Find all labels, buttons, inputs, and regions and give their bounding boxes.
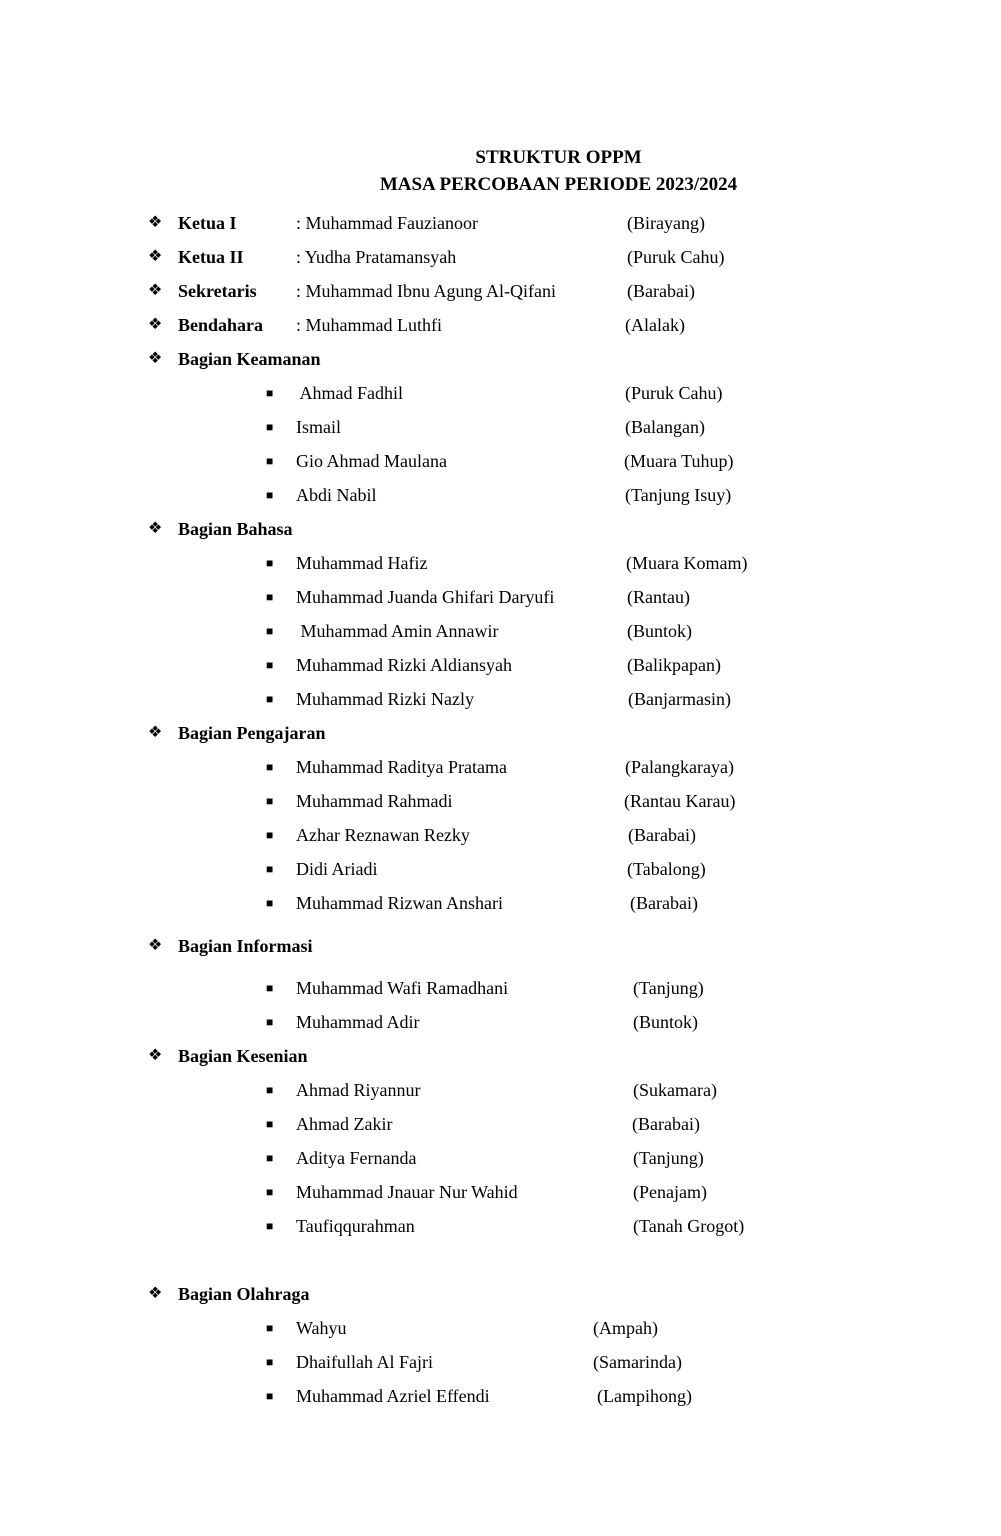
officer-name: : Yudha Pratamansyah: [296, 247, 457, 267]
member-origin: (Samarinda): [593, 1352, 682, 1372]
square-bullet-icon: ■: [266, 1117, 274, 1131]
member-origin: (Muara Komam): [626, 553, 748, 573]
diamond-bullet-icon: ❖: [148, 214, 163, 231]
square-bullet-icon: ■: [266, 896, 274, 910]
member-origin: (Muara Tuhup): [624, 451, 734, 471]
square-bullet-icon: ■: [266, 1219, 274, 1233]
member-origin: (Balangan): [625, 417, 705, 437]
diamond-bullet-icon: ❖: [148, 937, 163, 954]
member-origin: (Tanah Grogot): [633, 1216, 745, 1236]
member-name: Azhar Reznawan Rezky: [296, 825, 470, 845]
member-origin: (Lampihong): [597, 1386, 692, 1406]
section-title: Bagian Keamanan: [178, 349, 321, 369]
member-name: Wahyu: [296, 1318, 347, 1338]
member-name: Muhammad Rizki Nazly: [296, 689, 474, 709]
officer-label: Ketua I: [178, 213, 237, 233]
diamond-bullet-icon: ❖: [148, 520, 163, 537]
member-name: Muhammad Raditya Pratama: [296, 757, 507, 777]
diamond-bullet-icon: ❖: [148, 316, 163, 333]
square-bullet-icon: ■: [266, 760, 274, 774]
document-subtitle: MASA PERCOBAAN PERIODE 2023/2024: [379, 174, 738, 195]
square-bullet-icon: ■: [266, 981, 274, 995]
member-name: Muhammad Rizki Aldiansyah: [296, 655, 512, 675]
square-bullet-icon: ■: [266, 1355, 274, 1369]
member-name: Taufiqqurahman: [296, 1216, 415, 1236]
member-origin: (Barabai): [632, 1114, 700, 1134]
officer-name: : Muhammad Fauzianoor: [296, 213, 478, 233]
member-name: Gio Ahmad Maulana: [296, 451, 447, 471]
diamond-bullet-icon: ❖: [148, 350, 163, 367]
square-bullet-icon: ■: [266, 692, 274, 706]
officer-label: Bendahara: [178, 315, 264, 335]
section-title: Bagian Pengajaran: [178, 723, 326, 743]
square-bullet-icon: ■: [266, 488, 274, 502]
diamond-bullet-icon: ❖: [148, 1047, 163, 1064]
member-origin: (Tanjung): [633, 978, 704, 998]
member-name: Muhammad Adir: [296, 1012, 420, 1032]
officer-label: Ketua II: [178, 247, 244, 267]
member-name: Muhammad Amin Annawir: [296, 621, 499, 641]
diamond-bullet-icon: ❖: [148, 282, 163, 299]
member-name: Didi Ariadi: [296, 859, 378, 879]
square-bullet-icon: ■: [266, 386, 274, 400]
officer-origin: (Birayang): [627, 213, 705, 233]
section-title: Bagian Informasi: [178, 936, 313, 956]
square-bullet-icon: ■: [266, 420, 274, 434]
section-title: Bagian Bahasa: [178, 519, 293, 539]
officer-origin: (Barabai): [627, 281, 695, 301]
member-origin: (Tanjung): [633, 1148, 704, 1168]
section-title: Bagian Olahraga: [178, 1284, 310, 1304]
square-bullet-icon: ■: [266, 794, 274, 808]
square-bullet-icon: ■: [266, 556, 274, 570]
member-name: Muhammad Rizwan Anshari: [296, 893, 503, 913]
officer-origin: (Alalak): [625, 315, 685, 335]
member-origin: (Palangkaraya): [625, 757, 734, 777]
square-bullet-icon: ■: [266, 1389, 274, 1403]
member-origin: (Penajam): [633, 1182, 707, 1202]
officer-origin: (Puruk Cahu): [627, 247, 725, 267]
member-origin: (Buntok): [633, 1012, 698, 1032]
member-origin: (Barabai): [630, 893, 698, 913]
square-bullet-icon: ■: [266, 658, 274, 672]
member-origin: (Balikpapan): [627, 655, 721, 675]
square-bullet-icon: ■: [266, 454, 274, 468]
member-name: Muhammad Rahmadi: [296, 791, 453, 811]
member-origin: (Tanjung Isuy): [625, 485, 732, 505]
member-origin: (Rantau Karau): [624, 791, 736, 811]
document-title: STRUKTUR OPPM: [475, 147, 642, 168]
member-origin: (Barabai): [628, 825, 696, 845]
member-name: Muhammad Jnauar Nur Wahid: [296, 1182, 518, 1202]
member-origin: (Ampah): [593, 1318, 658, 1338]
diamond-bullet-icon: ❖: [148, 248, 163, 265]
square-bullet-icon: ■: [266, 1321, 274, 1335]
member-name: Ismail: [296, 417, 341, 437]
square-bullet-icon: ■: [266, 590, 274, 604]
member-name: Abdi Nabil: [296, 485, 377, 505]
officer-label: Sekretaris: [178, 281, 257, 301]
member-name: Ahmad Zakir: [296, 1114, 393, 1134]
member-origin: (Sukamara): [633, 1080, 717, 1100]
member-origin: (Buntok): [627, 621, 692, 641]
square-bullet-icon: ■: [266, 1083, 274, 1097]
square-bullet-icon: ■: [266, 1185, 274, 1199]
officer-name: : Muhammad Luthfi: [296, 315, 442, 335]
section-title: Bagian Kesenian: [178, 1046, 308, 1066]
member-name: Ahmad Fadhil: [296, 383, 403, 403]
member-name: Aditya Fernanda: [296, 1148, 417, 1168]
member-origin: (Banjarmasin): [628, 689, 731, 709]
diamond-bullet-icon: ❖: [148, 1285, 163, 1302]
member-name: Muhammad Azriel Effendi: [296, 1386, 490, 1406]
square-bullet-icon: ■: [266, 1151, 274, 1165]
officer-name: : Muhammad Ibnu Agung Al-Qifani: [296, 281, 556, 301]
member-name: Muhammad Wafi Ramadhani: [296, 978, 509, 998]
square-bullet-icon: ■: [266, 828, 274, 842]
member-name: Muhammad Juanda Ghifari Daryufi: [296, 587, 555, 607]
square-bullet-icon: ■: [266, 862, 274, 876]
member-origin: (Rantau): [627, 587, 690, 607]
member-name: Dhaifullah Al Fajri: [296, 1352, 433, 1372]
member-name: Muhammad Hafiz: [296, 553, 428, 573]
member-origin: (Puruk Cahu): [625, 383, 723, 403]
member-name: Ahmad Riyannur: [296, 1080, 421, 1100]
member-origin: (Tabalong): [627, 859, 706, 879]
diamond-bullet-icon: ❖: [148, 724, 163, 741]
square-bullet-icon: ■: [266, 1015, 274, 1029]
square-bullet-icon: ■: [266, 624, 274, 638]
